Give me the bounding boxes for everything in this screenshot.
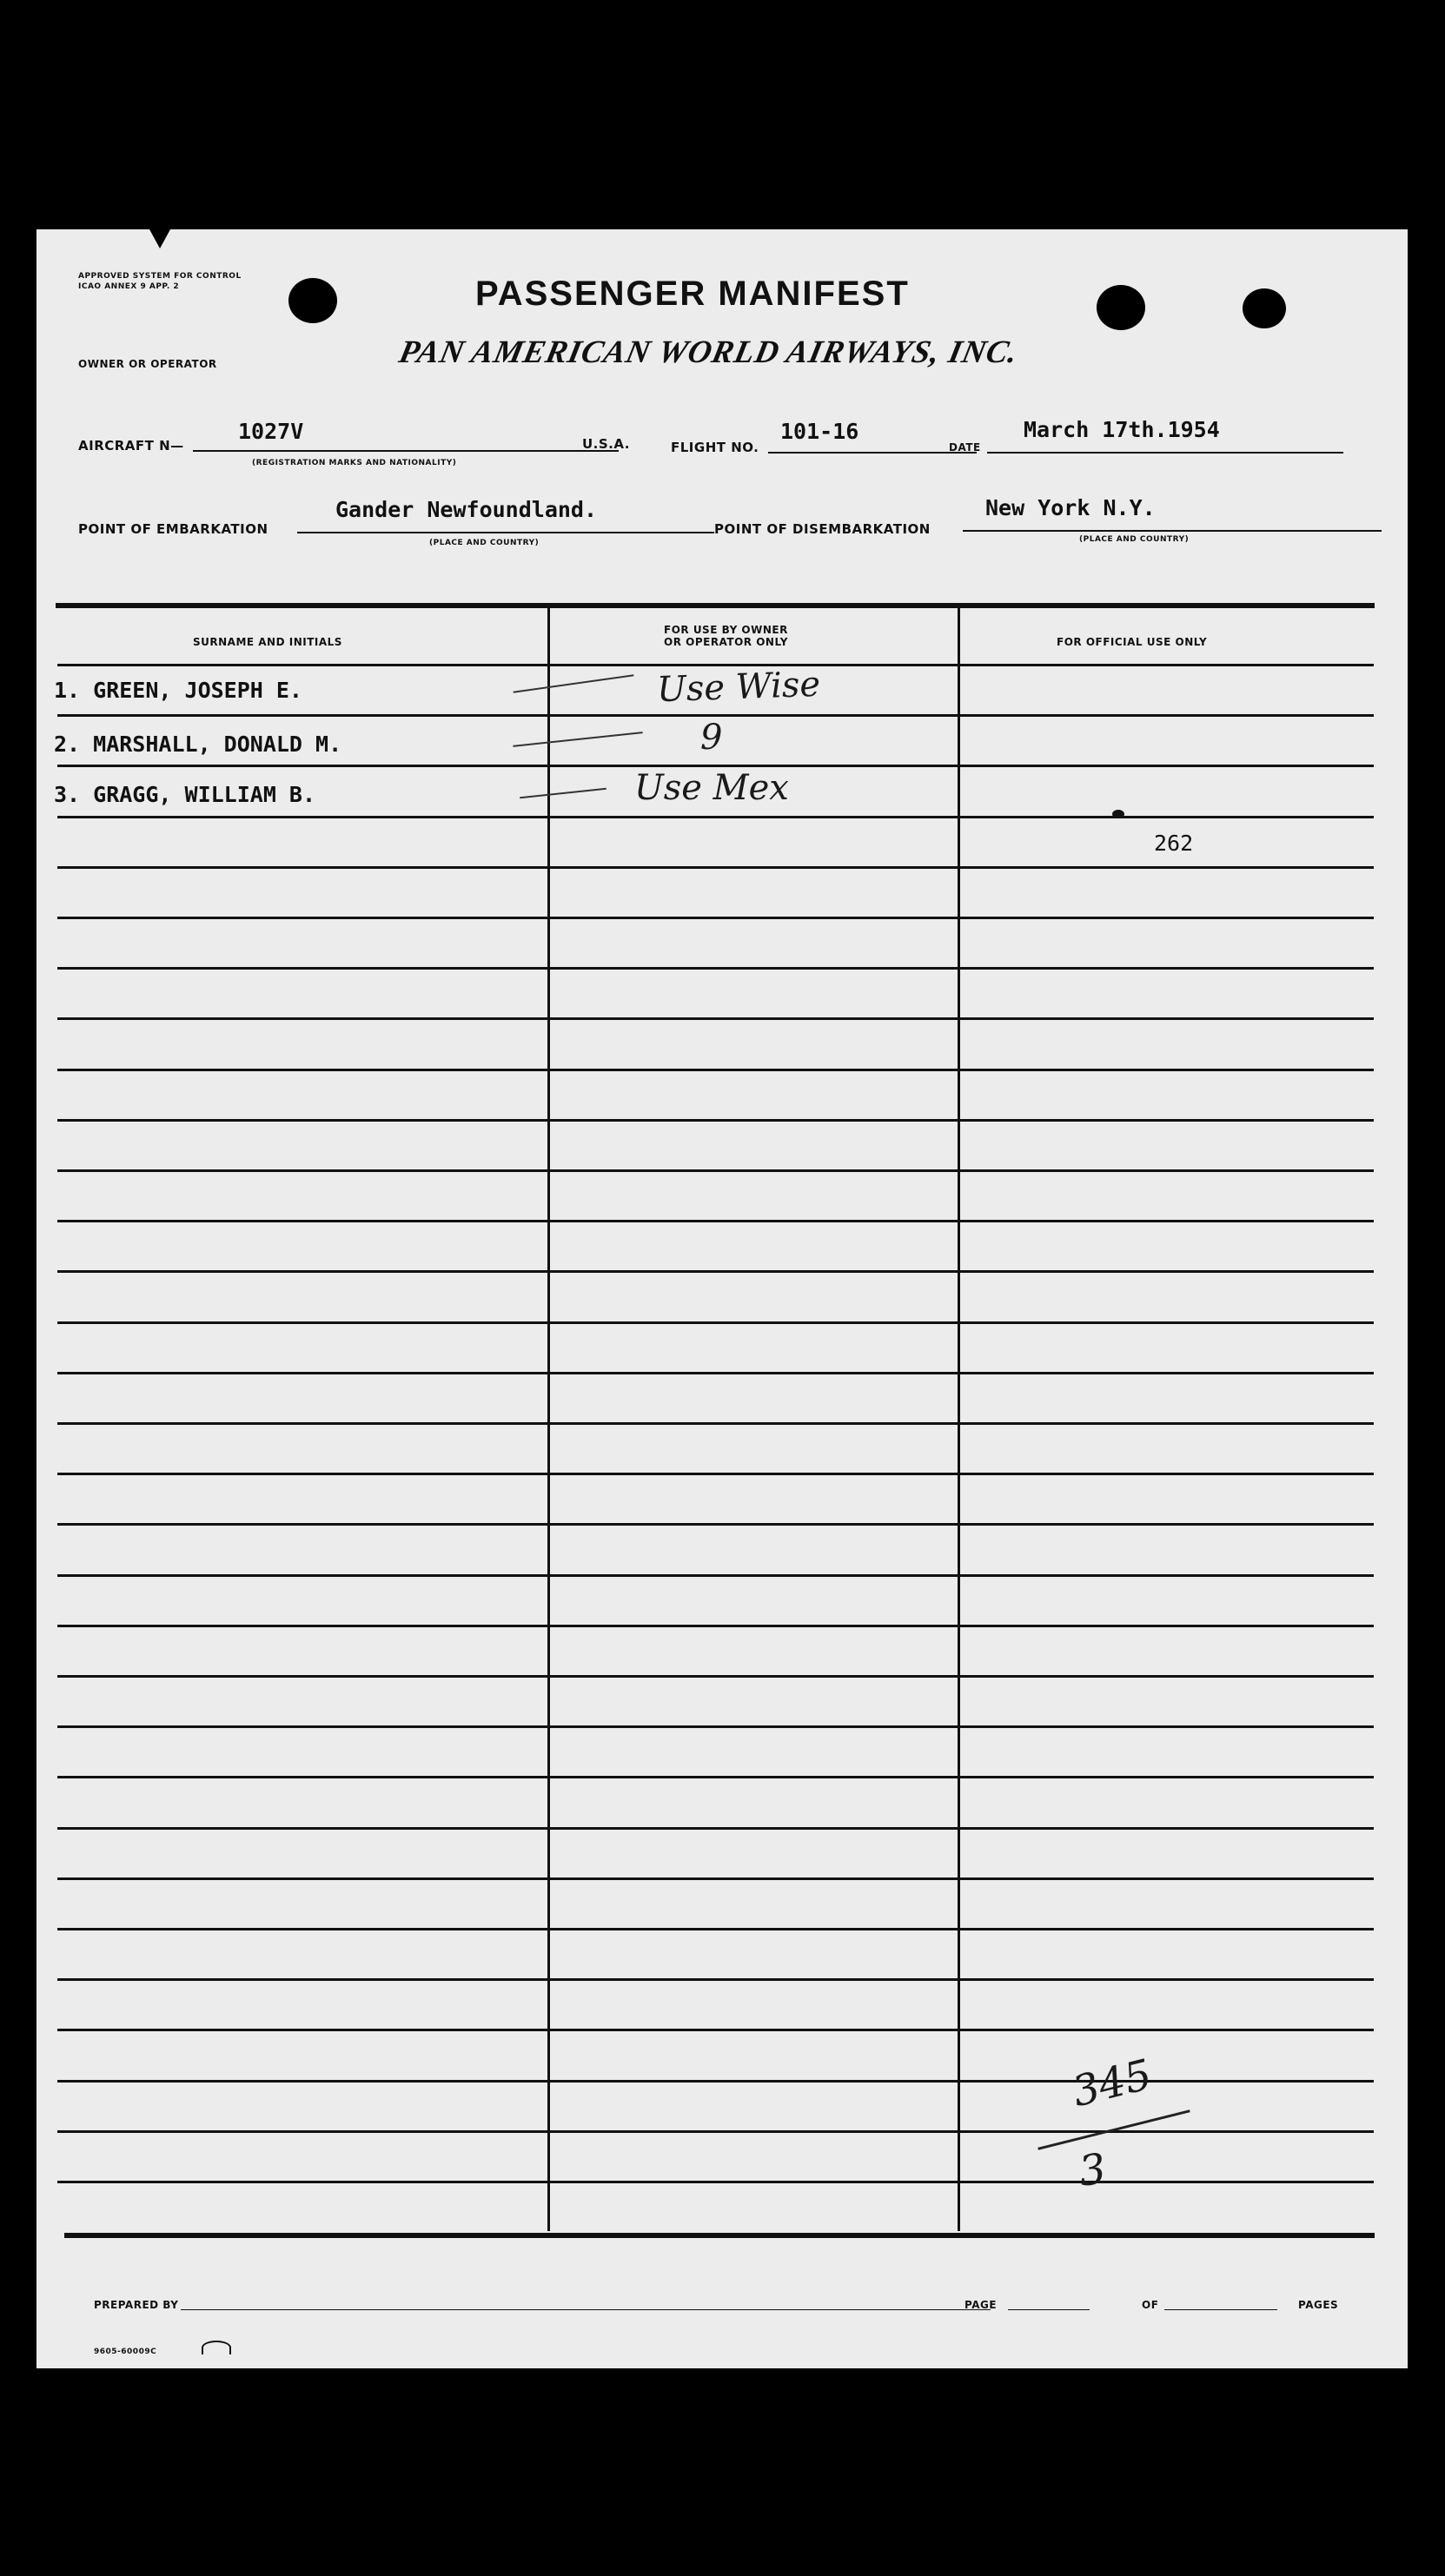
prepared-line [181, 2309, 991, 2310]
table-rule-line [57, 917, 1374, 919]
disembarkation-value: New York N.Y. [985, 495, 1156, 520]
table-rule-line [57, 1372, 1374, 1374]
of-label: OF [1142, 2299, 1159, 2311]
table-rule-line [57, 1017, 1374, 1020]
table-rule-line [57, 1270, 1374, 1273]
page-title: PASSENGER MANIFEST [475, 275, 910, 313]
ink-dot [1112, 810, 1124, 818]
table-rule-line [57, 1574, 1374, 1577]
table-rule-line [57, 1220, 1374, 1222]
date-value: March 17th.1954 [1024, 417, 1220, 442]
table-rule-line [57, 1169, 1374, 1172]
owner-label: OWNER OR OPERATOR [78, 358, 217, 370]
embarkation-line [297, 532, 714, 533]
operator-dash-row-3 [520, 788, 607, 798]
table-rule-line [57, 1978, 1374, 1981]
column-divider-2 [958, 606, 960, 2231]
table-rule-line [57, 2080, 1374, 2083]
passenger-row-1: 1. GREEN, JOSEPH E. [54, 678, 302, 703]
embarkation-value: Gander Newfoundland. [335, 497, 598, 522]
aircraft-line [193, 450, 619, 452]
page-line [1008, 2309, 1090, 2310]
table-rule-line [57, 1625, 1374, 1627]
aircraft-label: AIRCRAFT N— [78, 438, 184, 454]
flight-label: FLIGHT NO. [671, 440, 759, 455]
pages-label: PAGES [1298, 2299, 1339, 2311]
table-rule-line [57, 1069, 1374, 1071]
registration-caption: (REGISTRATION MARKS AND NATIONALITY) [252, 459, 457, 467]
punch-hole-right [1097, 285, 1145, 330]
table-rule-line [57, 967, 1374, 970]
table-rule-line [57, 1877, 1374, 1880]
disembarkation-line [963, 530, 1382, 532]
corner-mark [149, 229, 170, 248]
table-rule-line [57, 714, 1374, 717]
column-header-official: FOR OFFICIAL USE ONLY [1057, 636, 1208, 648]
punch-hole-far-right [1243, 288, 1286, 328]
manifest-sheet [36, 229, 1408, 2368]
table-rule-line [57, 1321, 1374, 1324]
operator-dash-row-2 [513, 732, 642, 747]
aircraft-value: 1027V [238, 419, 304, 444]
table-rule-line [57, 2029, 1374, 2031]
operator-note-row-2: 9 [700, 718, 723, 758]
table-rule-line [57, 1473, 1374, 1475]
tally-top: 345 [1067, 2050, 1157, 2117]
flight-value: 101-16 [780, 419, 859, 444]
disembarkation-caption: (PLACE AND COUNTRY) [1079, 535, 1190, 544]
operator-dash-row-1 [514, 674, 634, 692]
table-rule-line [57, 1675, 1374, 1678]
form-number: 9605-60009C [94, 2348, 157, 2356]
page-label: PAGE [964, 2299, 998, 2311]
punch-hole-left [288, 278, 337, 323]
table-rule-line [57, 866, 1374, 869]
operator-note-row-1: Use Wise [656, 664, 821, 711]
table-rule-line [57, 664, 1374, 666]
table-rule-line [57, 1776, 1374, 1778]
table-rule-line [57, 2181, 1374, 2183]
column-divider-1 [547, 606, 550, 2231]
table-rule-line [57, 1422, 1374, 1425]
passenger-row-3: 3. GRAGG, WILLIAM B. [54, 782, 316, 807]
table-top-rule [56, 603, 1375, 608]
date-label: DATE [949, 441, 981, 454]
column-header-surname: SURNAME AND INITIALS [193, 636, 342, 648]
nationality-label: U.S.A. [582, 436, 630, 452]
prepared-by-label: PREPARED BY [94, 2299, 179, 2311]
table-rule-line [57, 1523, 1374, 1526]
table-rule-line [57, 816, 1374, 818]
table-bottom-rule [64, 2233, 1375, 2238]
column-header-operator-1: FOR USE BY OWNER [664, 624, 788, 636]
table-rule-line [57, 1119, 1374, 1122]
of-line [1164, 2309, 1277, 2310]
company-name: PAN AMERICAN WORLD AIRWAYS, INC. [395, 334, 1022, 370]
table-rule-line [57, 1928, 1374, 1930]
operator-note-row-3: Use Mex [634, 768, 789, 808]
official-note: 262 [1154, 831, 1194, 856]
table-rule-line [57, 765, 1374, 767]
column-header-operator-2: OR OPERATOR ONLY [664, 636, 788, 648]
table-rule-line [57, 1827, 1374, 1830]
tally-bottom: 3 [1076, 2144, 1110, 2196]
date-line [987, 452, 1343, 454]
embarkation-caption: (PLACE AND COUNTRY) [429, 539, 540, 547]
passenger-row-2: 2. MARSHALL, DONALD M. [54, 732, 342, 757]
flight-line [768, 452, 977, 454]
printer-mark-icon [202, 2341, 231, 2354]
disembarkation-label: POINT OF DISEMBARKATION [714, 521, 931, 537]
table-rule-line [57, 1725, 1374, 1728]
table-rule-line [57, 2130, 1374, 2133]
embarkation-label: POINT OF EMBARKATION [78, 521, 268, 537]
approved-stamp: APPROVED SYSTEM FOR CONTROL ICAO ANNEX 9 APP. 2 [78, 272, 242, 291]
